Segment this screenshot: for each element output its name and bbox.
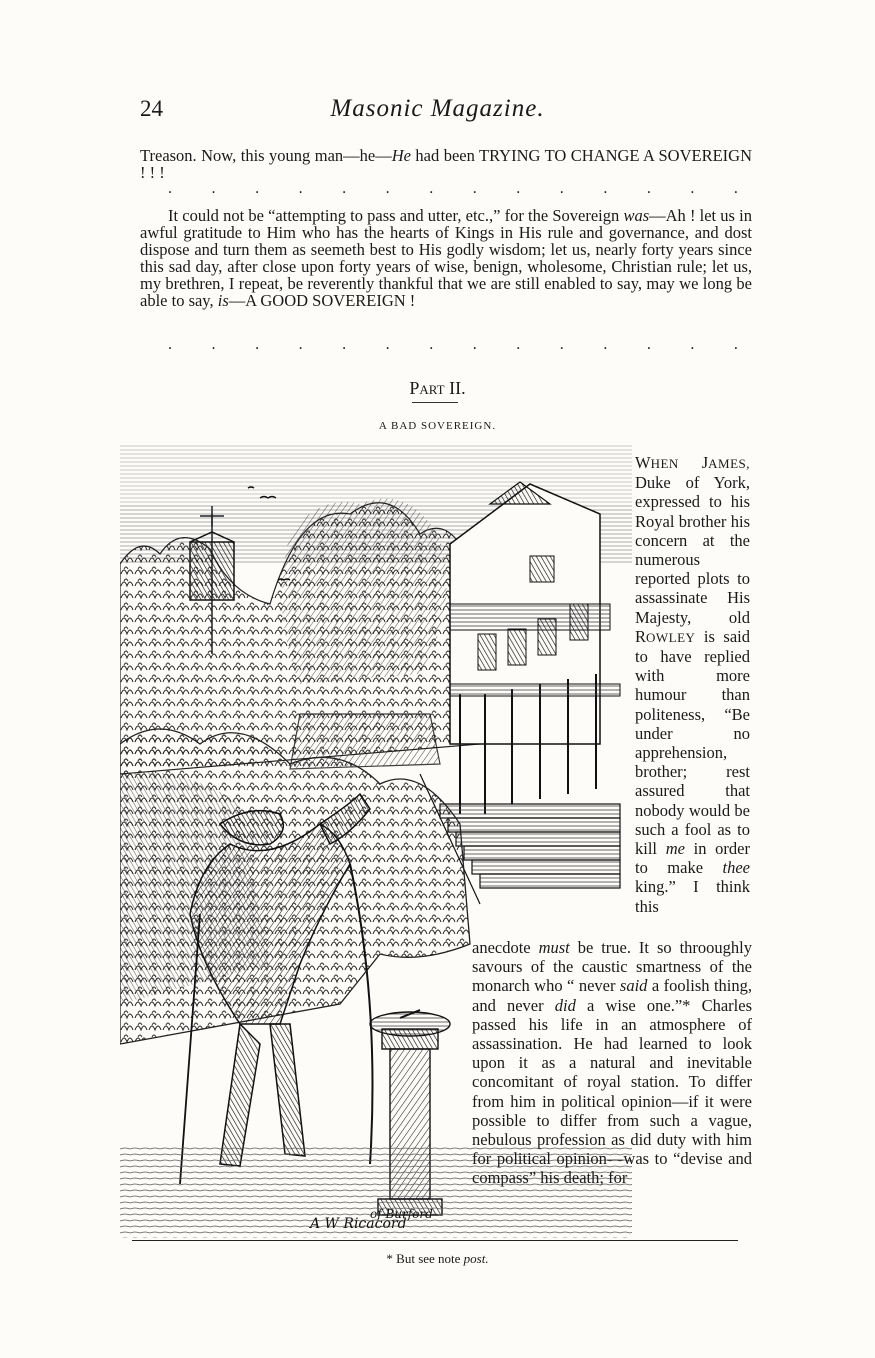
house bbox=[450, 482, 620, 814]
ellipsis-divider: . . . . . . . . . . . . . . bbox=[168, 336, 738, 353]
part-heading: PART II. bbox=[409, 378, 466, 398]
ellipsis-divider: . . . . . . . . . . . . . . bbox=[168, 180, 738, 197]
page-number: 24 bbox=[140, 96, 163, 121]
tree-shading bbox=[282, 499, 447, 684]
svg-text:of Burford: of Burford bbox=[370, 1207, 433, 1221]
heading-rule bbox=[412, 402, 458, 403]
paragraph-treason: Treason. Now, this young man—he—He had been TRYING TO CHANGE A SOVEREIGN ! ! ! bbox=[140, 146, 752, 182]
footnote: * But see note post. bbox=[386, 1251, 489, 1266]
svg-text:A W Ricacord: A W Ricacord bbox=[310, 1216, 407, 1232]
footnote-rule bbox=[132, 1240, 738, 1241]
column-bottom-text: anecdote must be true. It so throoughly savours of the caustic smartness of the monarch who “ never said a foolish thing, and never did a wise one.”* Charles passed his life in an atmosphere of assassination. He had learned to look upon it as a natural and inevitable concomitant of royal station. To differ from him in political opinion—if it were possible to differ from such a vague, nebulous profession as did duty with him for political opinion—was to “devise and compass” his death; for bbox=[472, 938, 752, 1188]
column-side-text: WHEN JAMES, Duke of York, expressed to his Royal brother his concern at the numerous reported plots to assassinate His Majesty, old ROWLEY is said to have replied with more humour than politeness, “Be under no apprehension, brother; rest assured that nobody would be such a fool as to kill me in order to make thee king.” I think this bbox=[635, 453, 750, 916]
running-header-title: Masonic Magazine. bbox=[330, 95, 545, 122]
section-subtitle: A BAD SOVEREIGN. bbox=[378, 420, 497, 432]
paragraph-good-sovereign: It could not be “attempting to pass and utter, etc.,” for the Sovereign was—Ah ! let us in awful gratitude to Him who has the hearts of Kings in His rule and governance, and dost dispose and turn them as seemeth best to His godly wisdom; let us, nearly forty years since this sad day, after close upon forty years of wise, benign, wholesome, Christian rule; let us, my brethren, I repeat, be reverently thankful that we are still enabled to say, may we long be able to say, is—A GOOD SOVEREIGN ! bbox=[140, 206, 752, 310]
